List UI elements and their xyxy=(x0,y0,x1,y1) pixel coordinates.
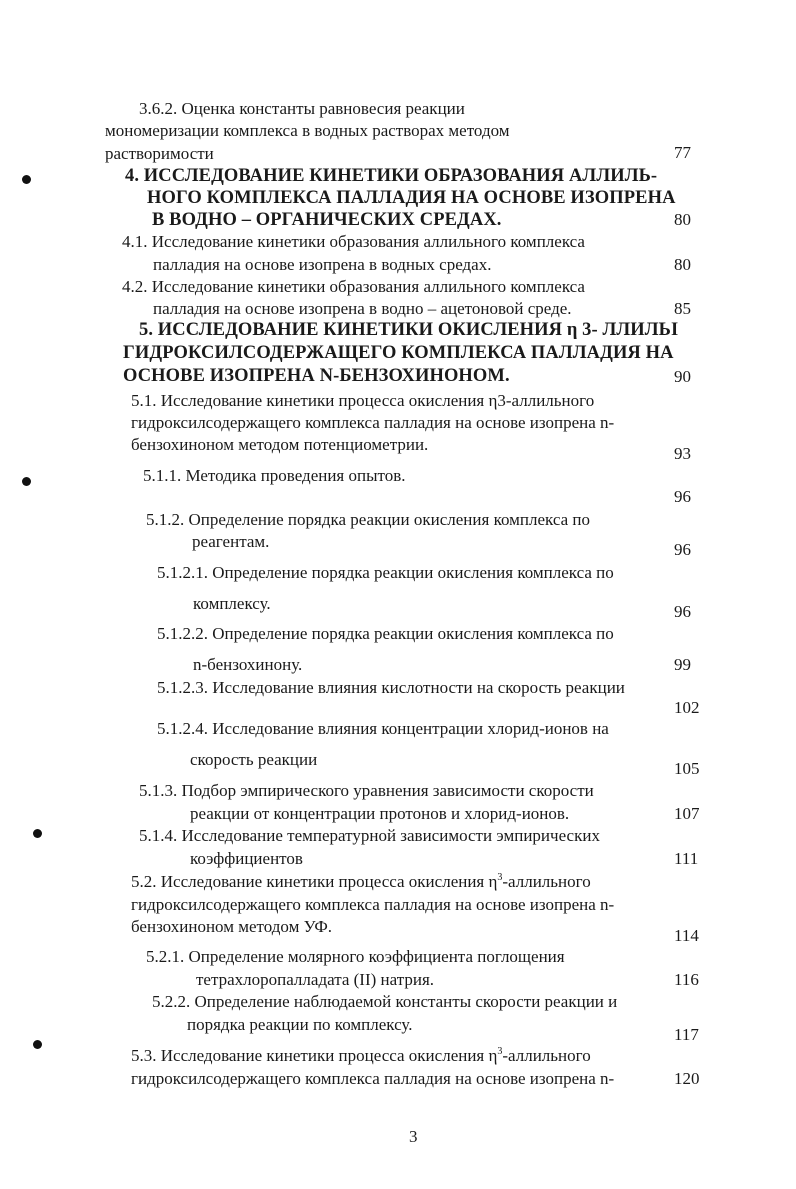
toc-line-text: -аллильного xyxy=(502,1046,591,1065)
toc-page-number: 99 xyxy=(674,655,691,674)
toc-line: гидроксилсодержащего комплекса палладия на основе изопрена n- xyxy=(131,1069,615,1088)
toc-page-number: 117 xyxy=(674,1025,699,1044)
toc-line: 4.2. Исследование кинетики образования аллильного комплекса xyxy=(122,277,585,296)
toc-page-number: 85 xyxy=(674,299,691,318)
toc-line: бензохиноном методом потенциометрии. xyxy=(131,435,429,454)
toc-page-number: 120 xyxy=(674,1069,700,1088)
toc-line: скорость реакции xyxy=(190,750,318,769)
toc-line: n-бензохинону. xyxy=(193,655,303,674)
superscript: 3 xyxy=(497,1046,503,1057)
toc-line: 5.2.2. Определение наблюдаемой константы скорости реакции и xyxy=(152,992,618,1011)
toc-line: коэффициентов xyxy=(190,849,303,868)
toc-chapter-heading: ОСНОВЕ ИЗОПРЕНА N-БЕНЗОХИНОНОМ. xyxy=(123,366,510,386)
toc-line: 5.1.4. Исследование температурной зависимости эмпирических xyxy=(139,826,600,845)
toc-line: тетрахлоропалладата (II) натрия. xyxy=(196,970,435,989)
toc-line: гидроксилсодержащего комплекса палладия на основе изопрена n- xyxy=(131,413,615,432)
binder-hole-dot xyxy=(22,175,31,184)
superscript: 3 xyxy=(497,872,503,883)
toc-page-number: 96 xyxy=(674,540,691,559)
toc-line xyxy=(131,872,591,892)
toc-line: 3.6.2. Оценка константы равновесия реакции xyxy=(139,99,465,118)
toc-line: палладия на основе изопрена в водных средах. xyxy=(153,255,492,274)
toc-line: 5.1.2.3. Исследование влияния кислотности на скорость реакции xyxy=(157,678,625,697)
toc-line: 5.1.3. Подбор эмпирического уравнения зависимости скорости xyxy=(139,781,594,800)
toc-line: 5.1.2.2. Определение порядка реакции окисления комплекса по xyxy=(157,624,614,643)
toc-chapter-heading: 5. ИССЛЕДОВАНИЕ КИНЕТИКИ ОКИСЛЕНИЯ η 3- ЛЛИЛЬІ xyxy=(139,320,679,340)
toc-chapter-heading: 4. ИССЛЕДОВАНИЕ КИНЕТИКИ ОБРАЗОВАНИЯ АЛЛИЛЬ- xyxy=(125,166,658,186)
toc-page-number: 93 xyxy=(674,444,691,463)
toc-line: 5.2.1. Определение молярного коэффициента поглощения xyxy=(146,947,565,966)
toc-page-number: 102 xyxy=(674,698,700,717)
toc-chapter-heading: НОГО КОМПЛЕКСА ПАЛЛАДИЯ НА ОСНОВЕ ИЗОПРЕНА xyxy=(147,188,676,208)
toc-line: бензохиноном методом УФ. xyxy=(131,917,333,936)
toc-line: реакции от концентрации протонов и хлорид-ионов. xyxy=(190,804,570,823)
toc-page-number: 96 xyxy=(674,602,691,621)
toc-page-number: 90 xyxy=(674,367,691,386)
toc-page-number: 96 xyxy=(674,487,691,506)
toc-page-number: 105 xyxy=(674,759,700,778)
toc-line: 5.1. Исследование кинетики процесса окисления η3-аллильного xyxy=(131,391,595,410)
page-number: 3 xyxy=(409,1127,418,1146)
toc-line: порядка реакции по комплексу. xyxy=(187,1015,413,1034)
toc-line: палладия на основе изопрена в водно – ацетоновой среде. xyxy=(153,299,572,318)
toc-chapter-heading: ГИДРОКСИЛСОДЕРЖАЩЕГО КОМПЛЕКСА ПАЛЛАДИЯ НА xyxy=(123,343,674,363)
toc-line-text: 5.3. Исследование кинетики процесса окисления η xyxy=(131,1046,498,1065)
toc-page-number: 77 xyxy=(674,143,691,162)
binder-hole-dot xyxy=(22,477,31,486)
toc-line: гидроксилсодержащего комплекса палладия на основе изопрена n- xyxy=(131,895,615,914)
toc-page-number: 111 xyxy=(674,849,699,868)
toc-line: 5.1.2.4. Исследование влияния концентрации хлорид-ионов на xyxy=(157,719,609,738)
toc-line-text: -аллильного xyxy=(502,872,591,891)
toc-line: 5.1.2. Определение порядка реакции окисления комплекса по xyxy=(146,510,591,529)
toc-page-number: 114 xyxy=(674,926,699,945)
binder-hole-dot xyxy=(33,829,42,838)
toc-line: 5.1.1. Методика проведения опытов. xyxy=(143,466,406,485)
toc-line: 5.1.2.1. Определение порядка реакции окисления комплекса по xyxy=(157,563,614,582)
toc-line: реагентам. xyxy=(192,532,270,551)
toc-chapter-heading: В ВОДНО – ОРГАНИЧЕСКИХ СРЕДАХ. xyxy=(152,210,502,230)
toc-page-number: 80 xyxy=(674,255,691,274)
toc-line xyxy=(131,1046,591,1066)
toc-line-text: 5.2. Исследование кинетики процесса окисления η xyxy=(131,872,498,891)
toc-line: мономеризации комплекса в водных растворах методом xyxy=(105,121,510,140)
toc-line: растворимости xyxy=(105,144,214,163)
toc-line: 4.1. Исследование кинетики образования аллильного комплекса xyxy=(122,232,585,251)
toc-page-number: 107 xyxy=(674,804,700,823)
toc-line: комплексу. xyxy=(193,594,271,613)
binder-hole-dot xyxy=(33,1040,42,1049)
toc-page-number: 116 xyxy=(674,970,699,989)
toc-page-number: 80 xyxy=(674,210,691,229)
